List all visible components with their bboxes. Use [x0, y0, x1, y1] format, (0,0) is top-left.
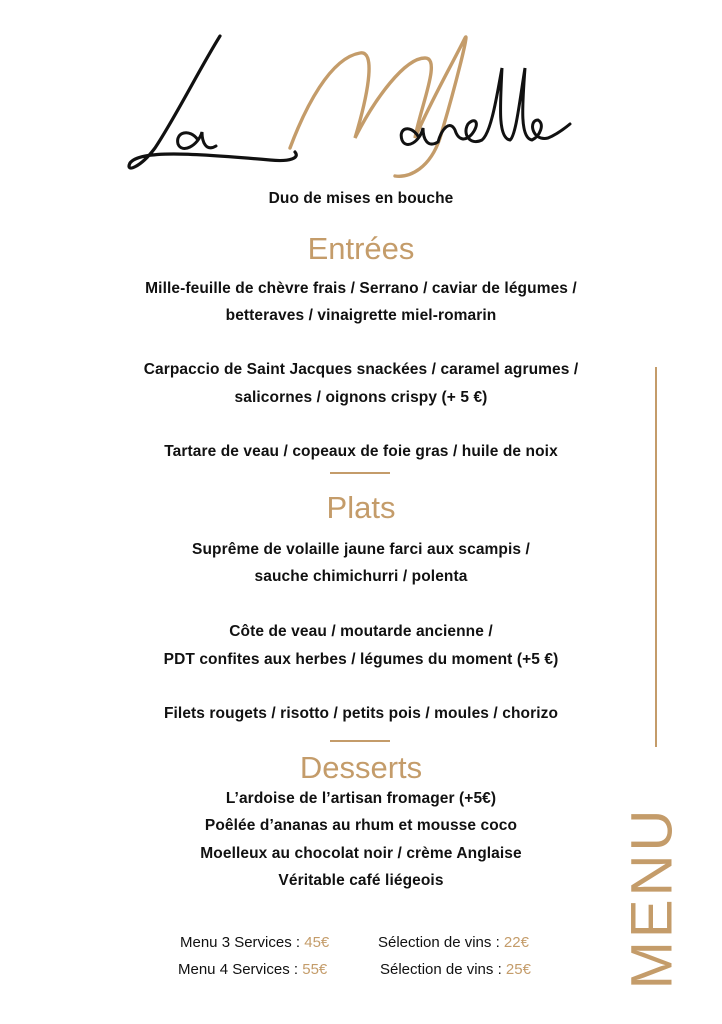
section-title-desserts: Desserts: [299, 750, 423, 785]
dessert-1: L’ardoise de l’artisan fromager (+5€): [225, 790, 497, 807]
menu-price-value: 45€: [304, 934, 330, 951]
wine-price-value: 22€: [503, 934, 529, 951]
plat-1-line-1: Suprême de volaille jaune farci aux scampis /: [192, 541, 530, 558]
entree-2-line-1: Carpaccio de Saint Jacques snackées / caramel agrumes /: [143, 361, 579, 378]
entree-1-line-1: Mille-feuille de chèvre frais / Serrano / caviar de légumes /: [145, 280, 577, 297]
section-title-plats: Plats: [326, 490, 396, 525]
wine-price-label: Sélection de vins :: [378, 934, 500, 951]
dessert-3: Moelleux au chocolat noir / crème Anglaise: [200, 845, 522, 862]
entree-2-line-2: salicornes / oignons crispy (+ 5 €): [234, 389, 488, 406]
menu-price-label: Menu 3 Services :: [180, 934, 301, 951]
menu-price-label: Menu 4 Services :: [178, 961, 299, 978]
side-menu-label: MENU: [619, 806, 685, 990]
plat-2-line-2: PDT confites aux herbes / légumes du moment (+5 €): [163, 651, 559, 668]
logo-text: [120, 188, 121, 189]
wine-price: [378, 934, 529, 951]
plat-1-line-2: sauche chimichurri / polenta: [254, 568, 468, 585]
dessert-4: Véritable café liégeois: [278, 872, 444, 889]
dessert-2: Poêlée d’ananas au rhum et mousse coco: [204, 817, 518, 834]
logo-script: [120, 28, 580, 188]
plat-3-line-1: Filets rougets / risotto / petits pois / moules / chorizo: [163, 705, 559, 722]
plat-2-line-1: Côte de veau / moutarde ancienne /: [229, 623, 493, 640]
entree-1-line-2: betteraves / vinaigrette miel-romarin: [225, 307, 497, 324]
intro-text: Duo de mises en bouche: [268, 190, 454, 207]
section-title-entrees: Entrées: [307, 231, 415, 266]
restaurant-logo: [120, 28, 580, 188]
entree-3-line-1: Tartare de veau / copeaux de foie gras / huile de noix: [164, 443, 558, 460]
wine-price-value: 25€: [505, 961, 531, 978]
menu-price-value: 55€: [302, 961, 328, 978]
section-divider: [330, 740, 390, 742]
wine-price-label: Sélection de vins :: [380, 961, 502, 978]
section-divider: [330, 472, 390, 474]
menu-price: [180, 934, 329, 951]
menu-price: [178, 961, 327, 978]
vertical-divider: [655, 367, 657, 747]
logo-a-stroke: [178, 132, 216, 148]
wine-price: [380, 961, 531, 978]
logo-arelle-stroke: [401, 68, 570, 144]
logo-m-stroke: [290, 37, 466, 176]
